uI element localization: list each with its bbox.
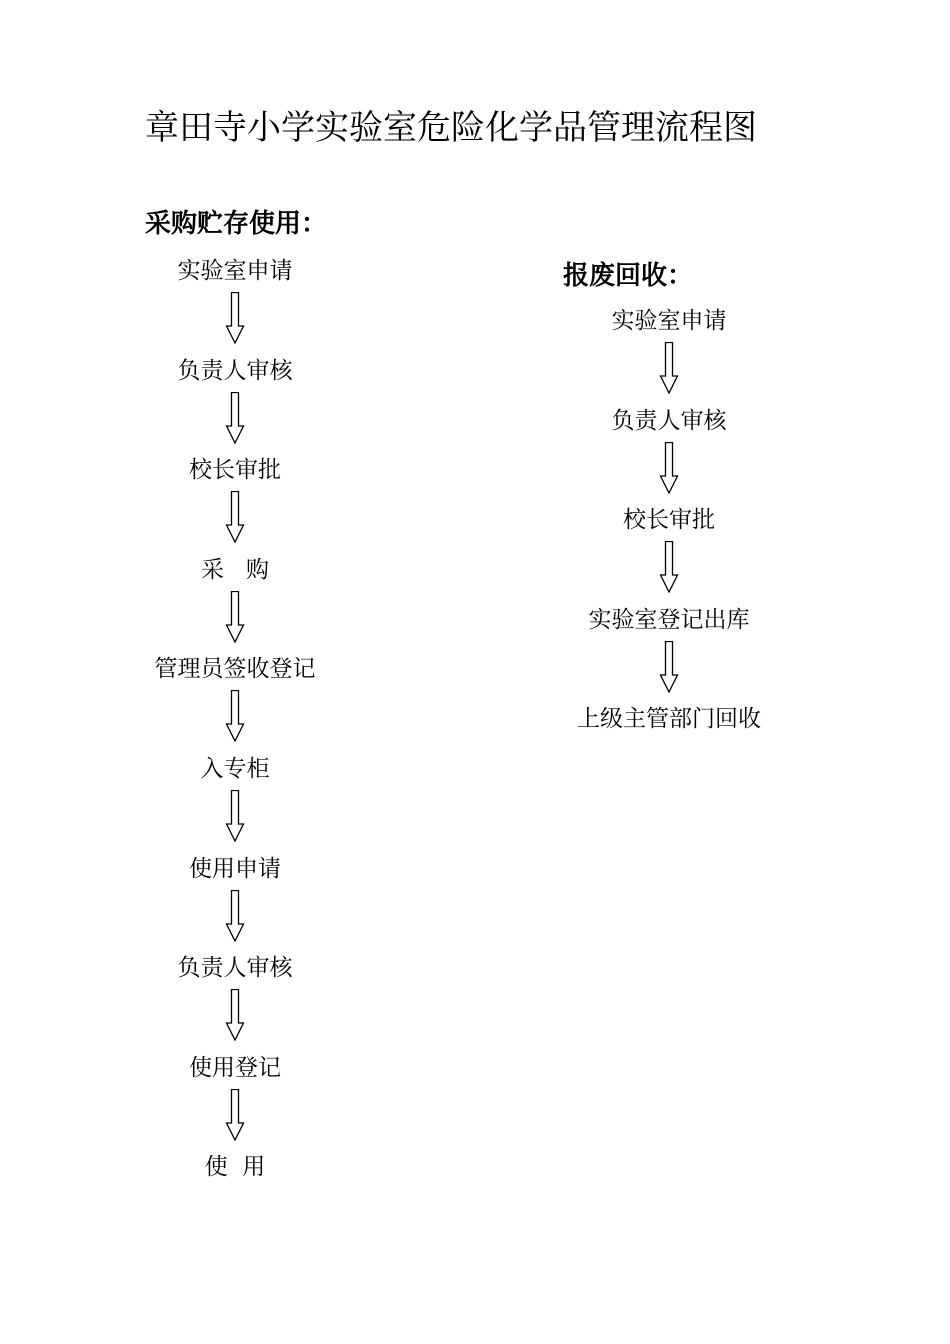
flow-step: 校长审批	[189, 457, 281, 484]
down-arrow-icon	[225, 989, 245, 1041]
flow-step: 入专柜	[200, 756, 270, 782]
flow-step: 负责人审核	[611, 407, 727, 434]
down-arrow-icon	[225, 1089, 245, 1141]
down-arrow-icon	[225, 392, 245, 444]
down-arrow-icon	[225, 790, 245, 842]
flow-step: 校长审批	[623, 507, 715, 534]
down-arrow-icon	[659, 342, 679, 394]
flow-step: 使用登记	[189, 1054, 281, 1081]
flow-step: 采 购	[201, 556, 269, 583]
flow-step: 上级主管部门回收	[577, 706, 761, 733]
flow-step: 负责人审核	[177, 357, 293, 384]
flow-step: 管理员签收登记	[154, 656, 316, 683]
flow-step: 实验室申请	[611, 308, 727, 334]
flow-step: 使 用	[204, 1154, 266, 1181]
flow-step: 使用申请	[189, 855, 281, 882]
down-arrow-icon	[225, 491, 245, 543]
flow-step: 实验室登记出库	[588, 606, 750, 633]
down-arrow-icon	[225, 890, 245, 942]
down-arrow-icon	[659, 641, 679, 693]
down-arrow-icon	[225, 292, 245, 344]
down-arrow-icon	[659, 442, 679, 494]
flow-step: 实验室申请	[177, 258, 293, 284]
down-arrow-icon	[225, 690, 245, 742]
down-arrow-icon	[225, 591, 245, 643]
down-arrow-icon	[659, 541, 679, 593]
heading-purchase-storage-use: 采购贮存使用：	[145, 209, 328, 239]
heading-scrap-recycle: 报废回收：	[563, 261, 694, 291]
page-title: 章田寺小学实验室危险化学品管理流程图	[145, 108, 757, 148]
flow-step: 负责人审核	[177, 955, 293, 982]
